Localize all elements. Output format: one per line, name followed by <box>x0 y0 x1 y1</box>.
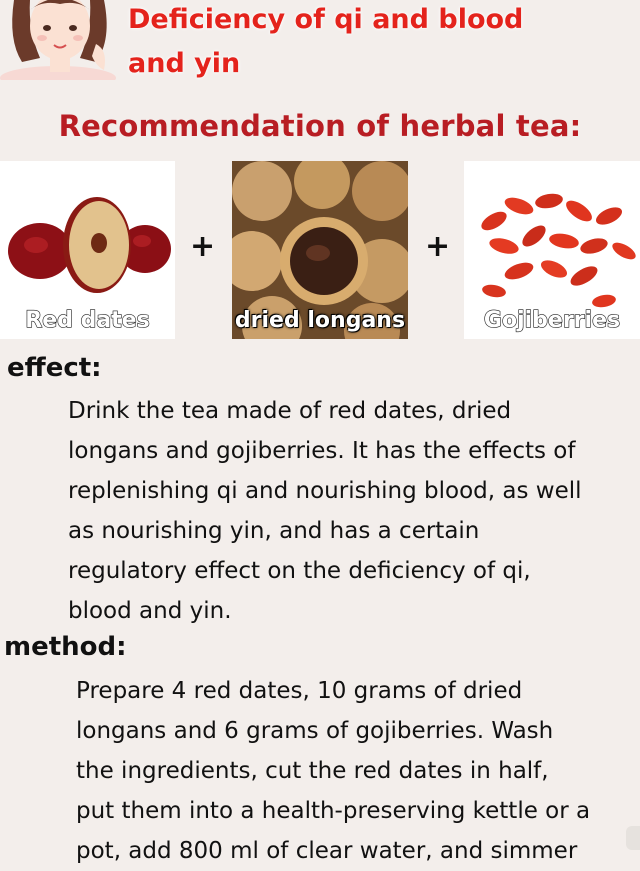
ingredient-label: Gojiberries <box>483 308 621 333</box>
page-title: Deficiency of qi and blood and yin <box>128 4 524 79</box>
header <box>0 0 640 100</box>
method-line: Prepare 4 red dates, 10 grams of dried <box>76 678 523 704</box>
plus-sign: + <box>190 229 216 264</box>
woman-avatar-icon <box>0 0 122 80</box>
effect-line: Drink the tea made of red dates, dried <box>68 398 512 424</box>
ingredient-label: Red dates <box>25 308 150 333</box>
method-heading: method: <box>4 632 127 662</box>
effect-line: longans and gojiberries. It has the effects of <box>68 438 576 464</box>
scroll-handle[interactable] <box>626 826 640 850</box>
method-line: pot, add 800 ml of clear water, and simmer <box>76 838 578 864</box>
effect-line: blood and yin. <box>68 598 232 624</box>
ingredient-card-dried-longans <box>232 161 408 339</box>
ingredient-label: dried longans <box>234 308 406 333</box>
effect-line: replenishing qi and nourishing blood, as well <box>68 478 582 504</box>
plus-sign: + <box>425 229 451 264</box>
effect-text <box>68 391 582 631</box>
ingredient-row <box>0 161 640 339</box>
method-text <box>76 671 590 871</box>
ingredient-card-red-dates <box>0 161 175 339</box>
effect-heading: effect: <box>7 353 102 383</box>
effect-line: as nourishing yin, and has a certain <box>68 518 480 544</box>
subtitle: Recommendation of herbal tea: <box>58 109 582 143</box>
method-line: longans and 6 grams of gojiberries. Wash <box>76 718 554 744</box>
method-line: put them into a health-preserving kettle or a <box>76 798 591 824</box>
method-line: the ingredients, cut the red dates in half, <box>76 758 549 784</box>
ingredient-card-gojiberries <box>464 161 640 339</box>
effect-line: regulatory effect on the deficiency of qi, <box>68 558 531 584</box>
